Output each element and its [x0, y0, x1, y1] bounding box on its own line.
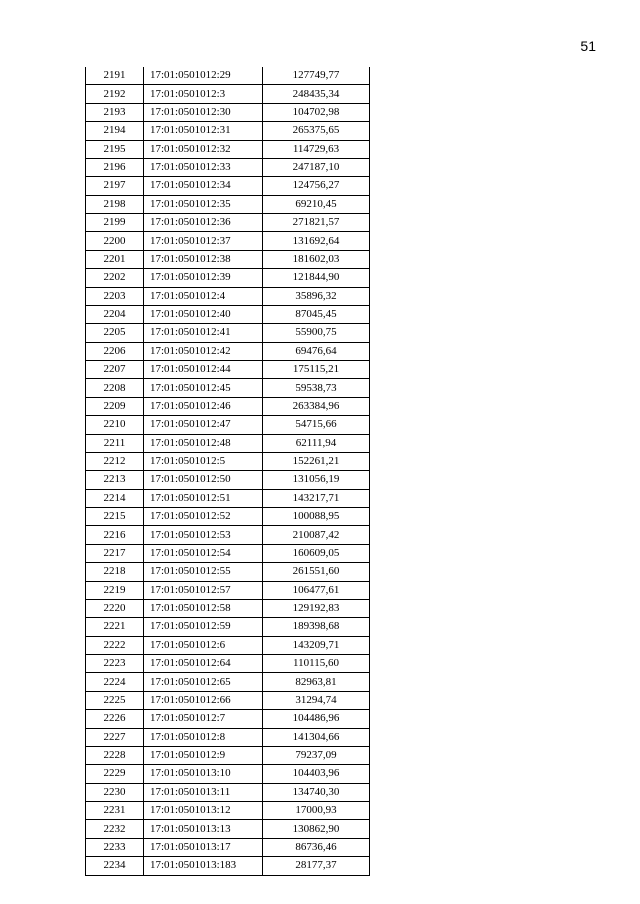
value-cell: 131692,64 [263, 232, 370, 250]
value-cell: 69476,64 [263, 342, 370, 360]
table-row [86, 140, 370, 158]
table-row [86, 177, 370, 195]
value-cell: 175115,21 [263, 361, 370, 379]
row-number-cell: 2218 [86, 563, 144, 581]
row-number-cell: 2217 [86, 544, 144, 562]
value-cell: 143217,71 [263, 489, 370, 507]
table-row [86, 269, 370, 287]
cadastral-number-cell: 17:01:0501012:48 [144, 434, 263, 452]
row-number-cell: 2194 [86, 122, 144, 140]
table-row [86, 158, 370, 176]
row-number-cell: 2201 [86, 250, 144, 268]
table-row [86, 195, 370, 213]
value-cell: 127749,77 [263, 67, 370, 85]
table-row [86, 618, 370, 636]
value-cell: 62111,94 [263, 434, 370, 452]
cadastral-number-cell: 17:01:0501012:9 [144, 746, 263, 764]
cadastral-number-cell: 17:01:0501012:50 [144, 471, 263, 489]
cadastral-number-cell: 17:01:0501012:4 [144, 287, 263, 305]
cadastral-value-table [85, 67, 370, 876]
row-number-cell: 2195 [86, 140, 144, 158]
table-row [86, 820, 370, 838]
table-row [86, 838, 370, 856]
cadastral-number-cell: 17:01:0501013:17 [144, 838, 263, 856]
cadastral-number-cell: 17:01:0501013:13 [144, 820, 263, 838]
row-number-cell: 2234 [86, 857, 144, 875]
value-cell: 210087,42 [263, 526, 370, 544]
row-number-cell: 2211 [86, 434, 144, 452]
table-row [86, 489, 370, 507]
cadastral-number-cell: 17:01:0501012:42 [144, 342, 263, 360]
cadastral-number-cell: 17:01:0501012:53 [144, 526, 263, 544]
cadastral-number-cell: 17:01:0501012:44 [144, 361, 263, 379]
cadastral-number-cell: 17:01:0501012:58 [144, 599, 263, 617]
value-cell: 121844,90 [263, 269, 370, 287]
cadastral-number-cell: 17:01:0501012:35 [144, 195, 263, 213]
value-cell: 55900,75 [263, 324, 370, 342]
value-cell: 59538,73 [263, 379, 370, 397]
cadastral-number-cell: 17:01:0501012:3 [144, 85, 263, 103]
row-number-cell: 2223 [86, 655, 144, 673]
row-number-cell: 2192 [86, 85, 144, 103]
cadastral-number-cell: 17:01:0501012:34 [144, 177, 263, 195]
value-cell: 54715,66 [263, 416, 370, 434]
table-row [86, 508, 370, 526]
cadastral-number-cell: 17:01:0501012:7 [144, 710, 263, 728]
row-number-cell: 2196 [86, 158, 144, 176]
cadastral-number-cell: 17:01:0501012:8 [144, 728, 263, 746]
value-cell: 124756,27 [263, 177, 370, 195]
row-number-cell: 2197 [86, 177, 144, 195]
value-cell: 104403,96 [263, 765, 370, 783]
table-body [86, 67, 370, 875]
table-row [86, 655, 370, 673]
cadastral-number-cell: 17:01:0501012:41 [144, 324, 263, 342]
cadastral-number-cell: 17:01:0501012:6 [144, 636, 263, 654]
table-row [86, 636, 370, 654]
cadastral-number-cell: 17:01:0501012:64 [144, 655, 263, 673]
table-row [86, 305, 370, 323]
value-cell: 79237,09 [263, 746, 370, 764]
table-row [86, 103, 370, 121]
row-number-cell: 2229 [86, 765, 144, 783]
row-number-cell: 2193 [86, 103, 144, 121]
value-cell: 247187,10 [263, 158, 370, 176]
value-cell: 141304,66 [263, 728, 370, 746]
row-number-cell: 2231 [86, 802, 144, 820]
cadastral-number-cell: 17:01:0501012:59 [144, 618, 263, 636]
cadastral-number-cell: 17:01:0501012:37 [144, 232, 263, 250]
cadastral-number-cell: 17:01:0501012:51 [144, 489, 263, 507]
row-number-cell: 2204 [86, 305, 144, 323]
row-number-cell: 2222 [86, 636, 144, 654]
row-number-cell: 2230 [86, 783, 144, 801]
table-row [86, 324, 370, 342]
cadastral-number-cell: 17:01:0501012:40 [144, 305, 263, 323]
table-row [86, 581, 370, 599]
cadastral-number-cell: 17:01:0501012:46 [144, 397, 263, 415]
value-cell: 261551,60 [263, 563, 370, 581]
row-number-cell: 2226 [86, 710, 144, 728]
row-number-cell: 2208 [86, 379, 144, 397]
row-number-cell: 2212 [86, 452, 144, 470]
table-row [86, 379, 370, 397]
cadastral-number-cell: 17:01:0501012:33 [144, 158, 263, 176]
row-number-cell: 2198 [86, 195, 144, 213]
row-number-cell: 2221 [86, 618, 144, 636]
cadastral-number-cell: 17:01:0501013:183 [144, 857, 263, 875]
table-row [86, 416, 370, 434]
row-number-cell: 2228 [86, 746, 144, 764]
value-cell: 110115,60 [263, 655, 370, 673]
cadastral-number-cell: 17:01:0501012:55 [144, 563, 263, 581]
cadastral-number-cell: 17:01:0501012:36 [144, 214, 263, 232]
cadastral-number-cell: 17:01:0501013:12 [144, 802, 263, 820]
row-number-cell: 2219 [86, 581, 144, 599]
cadastral-number-cell: 17:01:0501012:38 [144, 250, 263, 268]
cadastral-number-cell: 17:01:0501012:65 [144, 673, 263, 691]
row-number-cell: 2202 [86, 269, 144, 287]
value-cell: 263384,96 [263, 397, 370, 415]
cadastral-number-cell: 17:01:0501012:29 [144, 67, 263, 85]
value-cell: 31294,74 [263, 691, 370, 709]
table-row [86, 471, 370, 489]
value-cell: 114729,63 [263, 140, 370, 158]
table-row [86, 85, 370, 103]
value-cell: 265375,65 [263, 122, 370, 140]
table-row [86, 802, 370, 820]
table-row [86, 857, 370, 875]
table-row [86, 361, 370, 379]
cadastral-number-cell: 17:01:0501013:11 [144, 783, 263, 801]
table-row [86, 783, 370, 801]
row-number-cell: 2199 [86, 214, 144, 232]
cadastral-number-cell: 17:01:0501012:31 [144, 122, 263, 140]
value-cell: 129192,83 [263, 599, 370, 617]
row-number-cell: 2216 [86, 526, 144, 544]
row-number-cell: 2233 [86, 838, 144, 856]
cadastral-number-cell: 17:01:0501012:54 [144, 544, 263, 562]
row-number-cell: 2210 [86, 416, 144, 434]
row-number-cell: 2225 [86, 691, 144, 709]
table-row [86, 452, 370, 470]
table-row [86, 728, 370, 746]
cadastral-number-cell: 17:01:0501012:66 [144, 691, 263, 709]
cadastral-number-cell: 17:01:0501013:10 [144, 765, 263, 783]
table-row [86, 250, 370, 268]
value-cell: 131056,19 [263, 471, 370, 489]
value-cell: 104486,96 [263, 710, 370, 728]
value-cell: 143209,71 [263, 636, 370, 654]
value-cell: 130862,90 [263, 820, 370, 838]
value-cell: 152261,21 [263, 452, 370, 470]
table-row [86, 67, 370, 85]
value-cell: 248435,34 [263, 85, 370, 103]
table-row [86, 710, 370, 728]
table-row [86, 214, 370, 232]
row-number-cell: 2215 [86, 508, 144, 526]
row-number-cell: 2220 [86, 599, 144, 617]
row-number-cell: 2207 [86, 361, 144, 379]
table-row [86, 746, 370, 764]
table-row [86, 232, 370, 250]
value-cell: 181602,03 [263, 250, 370, 268]
table-row [86, 526, 370, 544]
value-cell: 87045,45 [263, 305, 370, 323]
table-row [86, 599, 370, 617]
value-cell: 160609,05 [263, 544, 370, 562]
table-row [86, 765, 370, 783]
table-row [86, 434, 370, 452]
cadastral-number-cell: 17:01:0501012:32 [144, 140, 263, 158]
value-cell: 271821,57 [263, 214, 370, 232]
value-cell: 35896,32 [263, 287, 370, 305]
cadastral-number-cell: 17:01:0501012:30 [144, 103, 263, 121]
cadastral-number-cell: 17:01:0501012:47 [144, 416, 263, 434]
row-number-cell: 2191 [86, 67, 144, 85]
table-row [86, 122, 370, 140]
value-cell: 82963,81 [263, 673, 370, 691]
row-number-cell: 2205 [86, 324, 144, 342]
table-row [86, 342, 370, 360]
value-cell: 106477,61 [263, 581, 370, 599]
row-number-cell: 2224 [86, 673, 144, 691]
cadastral-number-cell: 17:01:0501012:52 [144, 508, 263, 526]
value-cell: 104702,98 [263, 103, 370, 121]
row-number-cell: 2213 [86, 471, 144, 489]
table-row [86, 287, 370, 305]
row-number-cell: 2232 [86, 820, 144, 838]
cadastral-number-cell: 17:01:0501012:57 [144, 581, 263, 599]
row-number-cell: 2227 [86, 728, 144, 746]
table-row [86, 691, 370, 709]
table-row [86, 673, 370, 691]
cadastral-number-cell: 17:01:0501012:5 [144, 452, 263, 470]
value-cell: 189398,68 [263, 618, 370, 636]
page-number: 51 [580, 38, 596, 54]
table-row [86, 563, 370, 581]
table-row [86, 397, 370, 415]
cadastral-number-cell: 17:01:0501012:39 [144, 269, 263, 287]
value-cell: 134740,30 [263, 783, 370, 801]
value-cell: 28177,37 [263, 857, 370, 875]
row-number-cell: 2206 [86, 342, 144, 360]
row-number-cell: 2203 [86, 287, 144, 305]
row-number-cell: 2209 [86, 397, 144, 415]
value-cell: 69210,45 [263, 195, 370, 213]
value-cell: 86736,46 [263, 838, 370, 856]
row-number-cell: 2200 [86, 232, 144, 250]
value-cell: 100088,95 [263, 508, 370, 526]
table-row [86, 544, 370, 562]
cadastral-number-cell: 17:01:0501012:45 [144, 379, 263, 397]
value-cell: 17000,93 [263, 802, 370, 820]
row-number-cell: 2214 [86, 489, 144, 507]
